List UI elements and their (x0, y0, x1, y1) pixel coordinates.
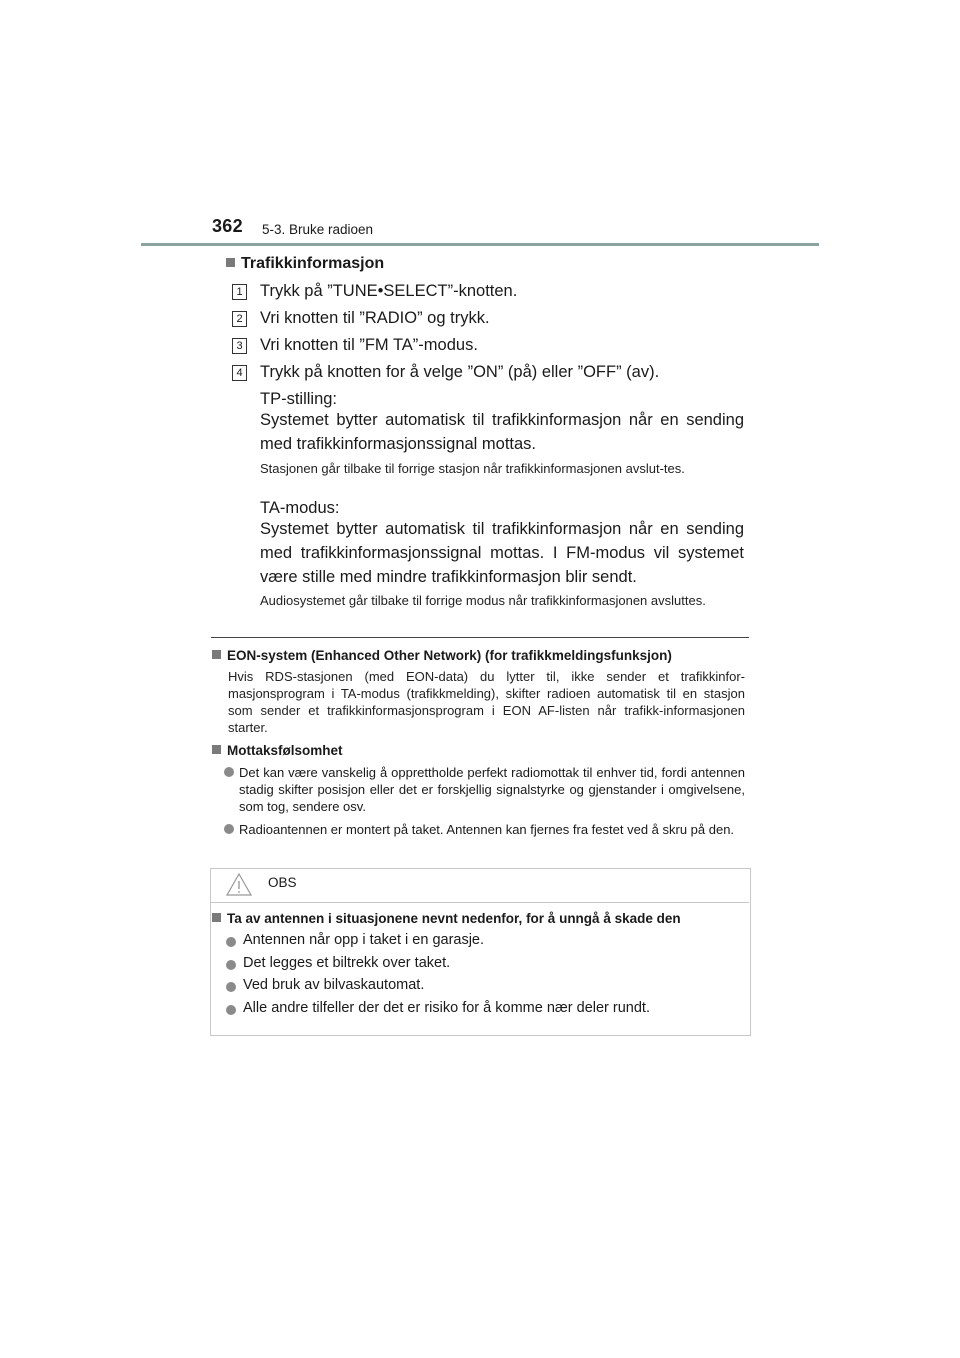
caution-label: OBS (268, 875, 297, 890)
main-heading-text: Trafikkinformasjon (241, 255, 385, 272)
square-bullet-icon (212, 745, 221, 754)
page-number: 362 (212, 216, 243, 236)
caution-item-text: Antennen når opp i taket i en garasje. (243, 932, 485, 948)
step-number: 3 (232, 338, 247, 354)
ta-text: Systemet bytter automatisk til trafikkinformasjon når en sending med trafikkinformasjonssignal mottas. I FM-modus vil systemet være stille med mindre trafikkinformasjon blir sendt. (260, 520, 744, 586)
caution-heading (212, 911, 681, 926)
tp-text: Systemet bytter automatisk til trafikkinformasjon når en sending med trafikkinformasjonssignal mottas. (260, 411, 744, 453)
caution-item-text: Ved bruk av bilvaskautomat. (243, 977, 425, 993)
main-heading (226, 255, 384, 273)
ta-note: Audiosystemet går tilbake til forrige modus når trafikkinformasjonen avsluttes. (260, 593, 706, 608)
warning-triangle-icon (225, 872, 253, 897)
tp-label: TP-stilling: (260, 390, 338, 408)
divider (211, 637, 749, 638)
reception-heading (212, 743, 343, 758)
square-bullet-icon (226, 258, 235, 267)
reception-heading-text: Mottaksfølsomhet (227, 743, 343, 758)
caution-heading-text: Ta av antennen i situasjonene nevnt nedenfor, for å unngå å skade den (227, 911, 681, 926)
bullet-dot-icon (226, 1005, 236, 1015)
bullet-dot-icon (224, 824, 234, 834)
header-rule (141, 243, 819, 246)
step-text: Vri knotten til ”FM TA”-modus. (260, 336, 478, 354)
caution-header-rule (211, 902, 749, 903)
square-bullet-icon (212, 650, 221, 659)
step-number: 1 (232, 284, 247, 300)
list-item-text: Det kan være vanskelig å opprettholde perfekt radiomottak til enhver tid, fordi antennen stadig skifter posisjon eller det er forskjellig signalstyrke og gjenstander i omgivelsene, som tog, sendere osv. (239, 765, 745, 814)
eon-text: Hvis RDS-stasjonen (med EON-data) du lytter til, ikke sender et trafikkinfor-masjonsprogram i TA-modus (trafikkmelding), skifter radioen automatisk til en stasjon som sender et trafikkinformasjonsprogram i EON AF-listen når trafikk-informasjonen starter. (228, 669, 745, 735)
list-item-text: Radioantennen er montert på taket. Antennen kan fjernes fra festet ved å skru på den. (239, 822, 735, 837)
ta-label: TA-modus: (260, 499, 340, 517)
bullet-dot-icon (226, 982, 236, 992)
eon-heading-text: EON-system (Enhanced Other Network) (for trafikkmeldingsfunksjon) (227, 648, 672, 663)
step-number: 4 (232, 365, 247, 381)
bullet-dot-icon (226, 960, 236, 970)
tp-note: Stasjonen går tilbake til forrige stasjon når trafikkinformasjonen avslut-tes. (260, 461, 685, 476)
square-bullet-icon (212, 913, 221, 922)
caution-item-text: Det legges et biltrekk over taket. (243, 955, 451, 971)
caution-item-text: Alle andre tilfeller der det er risiko for å komme nær deler rundt. (243, 1000, 650, 1016)
step-text: Trykk på ”TUNE•SELECT”-knotten. (260, 282, 518, 300)
step-text: Vri knotten til ”RADIO” og trykk. (260, 309, 490, 327)
eon-heading (212, 648, 672, 663)
section-title: 5-3. Bruke radioen (262, 222, 374, 237)
step-number: 2 (232, 311, 247, 327)
step-text: Trykk på knotten for å velge ”ON” (på) eller ”OFF” (av). (260, 363, 660, 381)
bullet-dot-icon (226, 937, 236, 947)
bullet-dot-icon (224, 767, 234, 777)
